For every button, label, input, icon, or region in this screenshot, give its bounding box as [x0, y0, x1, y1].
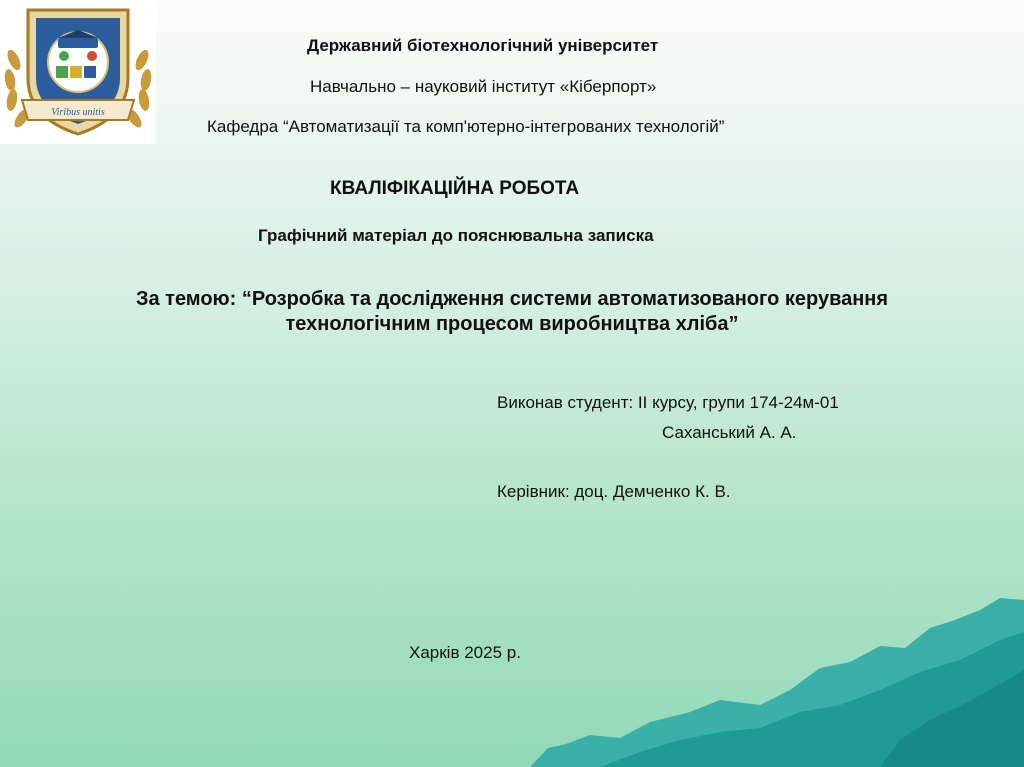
topic-line-2: технологічним процесом виробництва хліба”: [285, 313, 739, 335]
svg-text:Viribus unitis: Viribus unitis: [51, 107, 105, 118]
work-subtitle: Графічний матеріал до пояснювальна записка: [258, 226, 654, 245]
work-topic: [0, 287, 1024, 337]
university-name: Державний біотехнологічний університет: [307, 36, 659, 55]
city-year: Харків 2025 р.: [409, 643, 521, 662]
topic-line-1: За темою: “Розробка та дослідження системи автоматизованого керування: [135, 288, 889, 310]
student-info: Виконав студент: ІІ курсу, групи 174-24м-01: [497, 393, 839, 412]
work-title: КВАЛІФІКАЦІЙНА РОБОТА: [330, 178, 580, 199]
university-logo: [0, 0, 156, 144]
supervisor-info: Керівник: доц. Демченко К. В.: [497, 482, 731, 501]
department-name: Кафедра “Автоматизації та комп'ютерно-інтегрованих технологій”: [207, 117, 725, 136]
student-name: Саханський А. А.: [662, 423, 797, 442]
institute-name: Навчально – науковий інститут «Кіберпорт»: [310, 77, 657, 96]
